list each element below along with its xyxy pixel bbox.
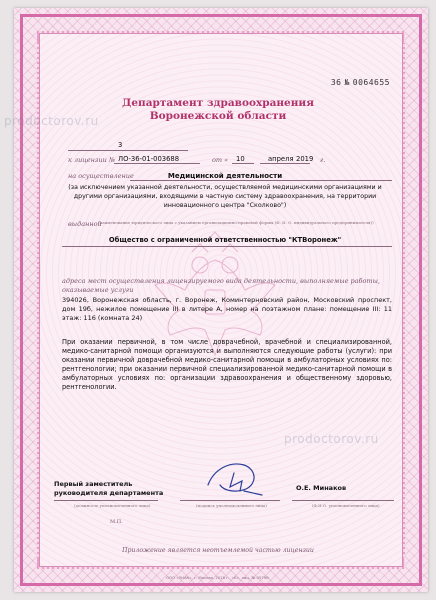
- license-date-from: [212, 156, 228, 164]
- serial-sign: №: [344, 78, 350, 87]
- appendix-number-line: [68, 150, 188, 151]
- license-year: 2019: [296, 155, 314, 163]
- issued-hint: (наименование юридического лица с указанием организационно-правовой формы (Ф. И. О. индивидуального предпринимателя)): [98, 220, 374, 225]
- license-month: апреля: [268, 155, 294, 163]
- activity-label: на осуществление: [68, 172, 134, 180]
- license-year-suffix: г.: [320, 156, 326, 164]
- name-line: [292, 500, 394, 501]
- stamp-place-label: М.П.: [110, 519, 123, 525]
- license-date-label: от «: [212, 156, 229, 164]
- activity-line: [130, 180, 392, 181]
- activity-title: Медицинской деятельности: [167, 172, 283, 180]
- appendix-number: 3: [118, 141, 123, 149]
- title-line-1: Департамент здравоохранения: [122, 97, 314, 109]
- licensee-organization: Общество с ограниченной ответственностью "КТВоронеж": [108, 236, 342, 244]
- license-day: 10: [236, 155, 245, 163]
- license-number-label: к лицензии №: [68, 156, 116, 164]
- org-line: [62, 246, 392, 247]
- appendix-footer-note: Приложение является неотъемлемой частью лицензии: [122, 547, 314, 554]
- title-line-2: Воронежской области: [149, 110, 287, 122]
- name-hint: (Ф.И.О. уполномоченного лица): [312, 503, 380, 508]
- role-line: [54, 500, 158, 501]
- issued-label: выданной: [68, 220, 102, 228]
- form-serial-number: [331, 78, 390, 87]
- signatory-role: Первый заместитель руководителя департамента: [54, 480, 164, 497]
- address-label: адреса мест осуществления лицензируемого вида деятельности, выполняемые работы, оказываемые услуги: [62, 277, 380, 294]
- activity-address: 394026, Воронежская область, г. Воронеж, Коминтерновский район, Московский проспект, дом 19б, нежилое помещение III в литере А, номер на поэтажном плане: помещение III: 11 этаж: 116 (комната 24): [62, 296, 392, 322]
- signatory-name: О.Е. Минаков: [296, 484, 347, 492]
- printer-imprint: ООО «ЗНАК», г. Москва, 2018 г., «Б», лиц. № 05798.: [166, 575, 270, 580]
- role-hint: (должность уполномоченного лица): [74, 503, 151, 508]
- serial-series: 36: [330, 78, 342, 87]
- signature-hint: (подпись уполномоченного лица): [196, 503, 267, 508]
- watermark-top: prodoctorov.ru: [4, 114, 99, 128]
- watermark-bottom: prodoctorov.ru: [284, 432, 379, 446]
- license-month-line: [260, 163, 310, 164]
- works-services-text: При оказании первичной, в том числе доврачебной, врачебной и специализированной, медико-санитарной помощи организуются и выполняются следующие работы (услуги): при оказании первичной доврачебной медико-санитарной помощи в амбулаторных условиях по: рентгенологии; при оказании первичной специализированной медико-санитарной помощи в амбулаторных условиях по: организации здравоохранения и общественному здоровью, рентгенологии.: [62, 338, 392, 391]
- handwritten-signature-icon: [200, 455, 270, 500]
- serial-number: 0064655: [352, 78, 390, 87]
- license-day-line: [232, 163, 254, 164]
- license-number-line: [114, 163, 200, 164]
- signature-line: [180, 500, 280, 501]
- activity-note: (за исключением указанной деятельности, осуществляемой медицинскими организациями и другими организациями, входящими в частную систему здравоохранения, на территории инновационного центра "Сколково"): [68, 184, 382, 209]
- issued-label-row: [68, 220, 102, 228]
- license-number: ЛО-36-01-003688: [118, 155, 180, 163]
- license-ref-row: [68, 156, 115, 164]
